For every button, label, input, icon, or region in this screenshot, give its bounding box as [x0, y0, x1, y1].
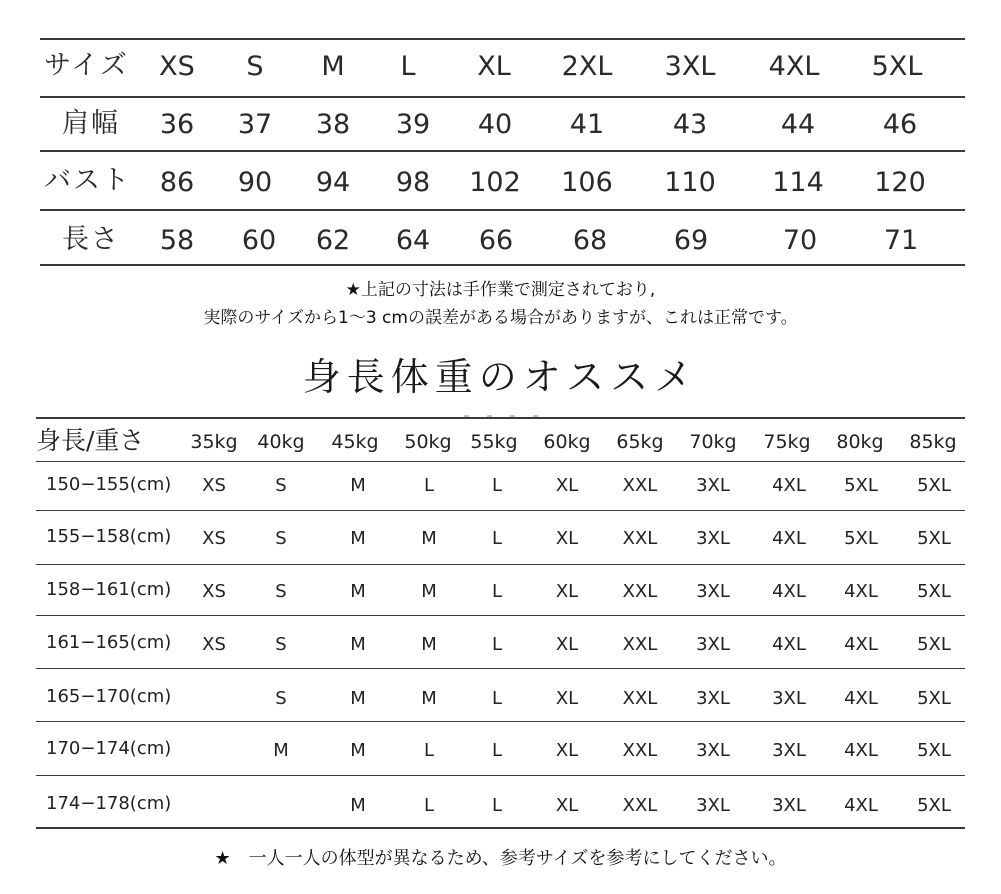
size-col-header: XL [477, 51, 511, 82]
size-row-label: 肩幅 [62, 108, 120, 139]
rec-corner-label: 身長/重さ [36, 426, 145, 455]
rec-size-cell: M [350, 795, 366, 816]
size-cell: 40 [477, 109, 513, 140]
rec-size-cell: XS [202, 528, 226, 549]
size-cell: 62 [315, 225, 351, 256]
rec-table-top-rule [36, 417, 965, 419]
rec-size-cell: M [421, 688, 437, 709]
rec-size-cell: L [491, 740, 503, 761]
rec-weight-header: 50kg [404, 431, 452, 453]
rec-size-cell: 3XL [696, 688, 730, 709]
rec-weight-header: 55kg [470, 431, 518, 453]
rec-size-cell: 4XL [844, 688, 878, 709]
size-cell: 43 [672, 109, 708, 140]
rec-size-cell: 5XL [917, 634, 951, 655]
rec-size-cell: M [350, 528, 366, 549]
size-cell: 86 [159, 167, 195, 198]
size-col-header: S [246, 51, 264, 82]
rec-size-cell: L [491, 581, 503, 602]
rec-weight-header: 75kg [763, 431, 811, 453]
size-col-header: 2XL [561, 51, 613, 82]
rec-size-cell: 5XL [917, 528, 951, 549]
size-cell: 98 [395, 167, 431, 198]
rec-table-rule [36, 564, 965, 565]
rec-table-bottom-rule [36, 827, 965, 829]
size-cell: 106 [561, 167, 613, 198]
size-cell: 114 [772, 167, 824, 198]
rec-size-cell: M [350, 475, 366, 496]
rec-size-cell: M [350, 581, 366, 602]
size-cell: 68 [572, 225, 608, 256]
rec-height-label: 174−178(cm) [46, 793, 172, 814]
size-chart-top-rule [40, 38, 965, 40]
recommendation-title: 身長体重のオススメ [302, 355, 699, 399]
rec-size-cell: 4XL [772, 528, 806, 549]
size-cell: 64 [395, 225, 431, 256]
rec-size-cell: M [273, 740, 289, 761]
rec-size-cell: 3XL [696, 528, 730, 549]
rec-size-cell: XXL [622, 688, 658, 709]
size-cell: 66 [478, 225, 514, 256]
rec-size-cell: 3XL [696, 581, 730, 602]
rec-size-cell: 3XL [696, 634, 730, 655]
rec-size-cell: 4XL [844, 740, 878, 761]
rec-size-cell: 3XL [772, 688, 806, 709]
rec-size-cell: M [421, 528, 437, 549]
rec-size-cell: XXL [622, 795, 658, 816]
rec-size-cell: 3XL [696, 475, 730, 496]
rec-height-label: 161−165(cm) [46, 632, 172, 653]
rec-size-cell: L [491, 688, 503, 709]
rec-size-cell: XXL [622, 634, 658, 655]
rec-size-cell: XL [555, 475, 579, 496]
rec-size-cell: L [423, 740, 435, 761]
rec-size-cell: 5XL [917, 688, 951, 709]
rec-size-cell: XXL [622, 475, 658, 496]
size-header-label: サイズ [44, 50, 129, 81]
title-reflection-decoration [0, 403, 1001, 413]
rec-size-cell: M [350, 634, 366, 655]
size-cell: 69 [673, 225, 709, 256]
size-row-label: バスト [44, 165, 131, 196]
size-cell: 41 [569, 109, 605, 140]
size-cell: 39 [395, 109, 431, 140]
rec-weight-header: 80kg [836, 431, 884, 453]
rec-table-rule [36, 615, 965, 616]
rec-size-cell: L [491, 475, 503, 496]
rec-height-label: 170−174(cm) [46, 738, 172, 759]
measurement-note-line1: ★上記の寸法は手作業で測定されており, [345, 280, 656, 300]
size-col-header: M [321, 51, 345, 82]
rec-size-cell: 5XL [917, 740, 951, 761]
size-cell: 44 [780, 109, 816, 140]
rec-size-cell: L [491, 528, 503, 549]
size-col-header: XS [159, 51, 195, 82]
rec-size-cell: XS [202, 475, 226, 496]
rec-weight-header: 60kg [543, 431, 591, 453]
rec-size-cell: 3XL [696, 795, 730, 816]
footer-note: ★ 一人一人の体型が異なるため、参考サイズを参考にしてください。 [214, 848, 787, 869]
size-cell: 110 [664, 167, 716, 198]
rec-size-cell: L [423, 795, 435, 816]
rec-weight-header: 70kg [689, 431, 737, 453]
rec-table-rule [36, 721, 965, 722]
rec-size-cell: 3XL [772, 795, 806, 816]
size-cell: 94 [315, 167, 351, 198]
rec-size-cell: 5XL [844, 528, 878, 549]
rec-weight-header: 65kg [616, 431, 664, 453]
rec-size-cell: XL [555, 581, 579, 602]
size-cell: 70 [782, 225, 818, 256]
rec-size-cell: XL [555, 688, 579, 709]
rec-size-cell: 4XL [772, 581, 806, 602]
rec-size-cell: S [275, 634, 287, 655]
rec-size-cell: 4XL [772, 475, 806, 496]
size-row-label: 長さ [62, 224, 120, 255]
rec-size-cell: XXL [622, 740, 658, 761]
rec-table-rule [36, 668, 965, 669]
rec-size-cell: XXL [622, 581, 658, 602]
rec-size-cell: 4XL [844, 581, 878, 602]
size-chart-rule [40, 150, 965, 152]
rec-weight-header: 45kg [331, 431, 379, 453]
rec-size-cell: 4XL [772, 634, 806, 655]
size-col-header: L [400, 51, 416, 82]
rec-table-rule [36, 461, 965, 462]
rec-size-cell: M [350, 688, 366, 709]
size-cell: 90 [237, 167, 273, 198]
rec-size-cell: M [421, 581, 437, 602]
size-cell: 71 [883, 225, 919, 256]
size-chart-rule [40, 209, 965, 211]
rec-size-cell: L [491, 795, 503, 816]
rec-weight-header: 40kg [257, 431, 305, 453]
rec-size-cell: L [423, 475, 435, 496]
rec-table-rule [36, 510, 965, 511]
rec-size-cell: 5XL [917, 581, 951, 602]
rec-size-cell: 5XL [917, 795, 951, 816]
rec-size-cell: XL [555, 740, 579, 761]
rec-weight-header: 35kg [190, 431, 238, 453]
rec-size-cell: XL [555, 795, 579, 816]
rec-size-cell: 3XL [772, 740, 806, 761]
rec-size-cell: XS [202, 634, 226, 655]
rec-size-cell: S [275, 688, 287, 709]
rec-size-cell: L [491, 634, 503, 655]
rec-size-cell: S [275, 581, 287, 602]
size-chart-bottom-rule [40, 264, 965, 266]
size-cell: 60 [241, 225, 277, 256]
rec-size-cell: 4XL [844, 795, 878, 816]
rec-size-cell: XL [555, 528, 579, 549]
rec-size-cell: XS [202, 581, 226, 602]
rec-size-cell: S [275, 475, 287, 496]
rec-height-label: 158−161(cm) [46, 579, 172, 600]
size-col-header: 4XL [768, 51, 820, 82]
size-cell: 36 [159, 109, 195, 140]
size-col-header: 3XL [664, 51, 716, 82]
rec-height-label: 155−158(cm) [46, 526, 172, 547]
size-cell: 58 [159, 225, 195, 256]
size-chart-rule [40, 96, 965, 98]
rec-height-label: 165−170(cm) [46, 686, 172, 707]
rec-size-cell: 5XL [844, 475, 878, 496]
rec-size-cell: 3XL [696, 740, 730, 761]
size-col-header: 5XL [871, 51, 923, 82]
size-cell: 38 [315, 109, 351, 140]
rec-size-cell: XL [555, 634, 579, 655]
rec-size-cell: M [421, 634, 437, 655]
size-cell: 102 [469, 167, 521, 198]
size-cell: 37 [237, 109, 273, 140]
rec-size-cell: XXL [622, 528, 658, 549]
rec-size-cell: M [350, 740, 366, 761]
rec-size-cell: S [275, 528, 287, 549]
rec-table-rule [36, 775, 965, 776]
size-cell: 46 [882, 109, 918, 140]
rec-size-cell: 4XL [844, 634, 878, 655]
size-cell: 120 [874, 167, 926, 198]
rec-height-label: 150−155(cm) [46, 474, 172, 495]
rec-size-cell: 5XL [917, 475, 951, 496]
rec-weight-header: 85kg [909, 431, 957, 453]
measurement-note-line2: 実際のサイズから1〜3 cmの誤差がある場合がありますが、これは正常です。 [203, 308, 798, 328]
